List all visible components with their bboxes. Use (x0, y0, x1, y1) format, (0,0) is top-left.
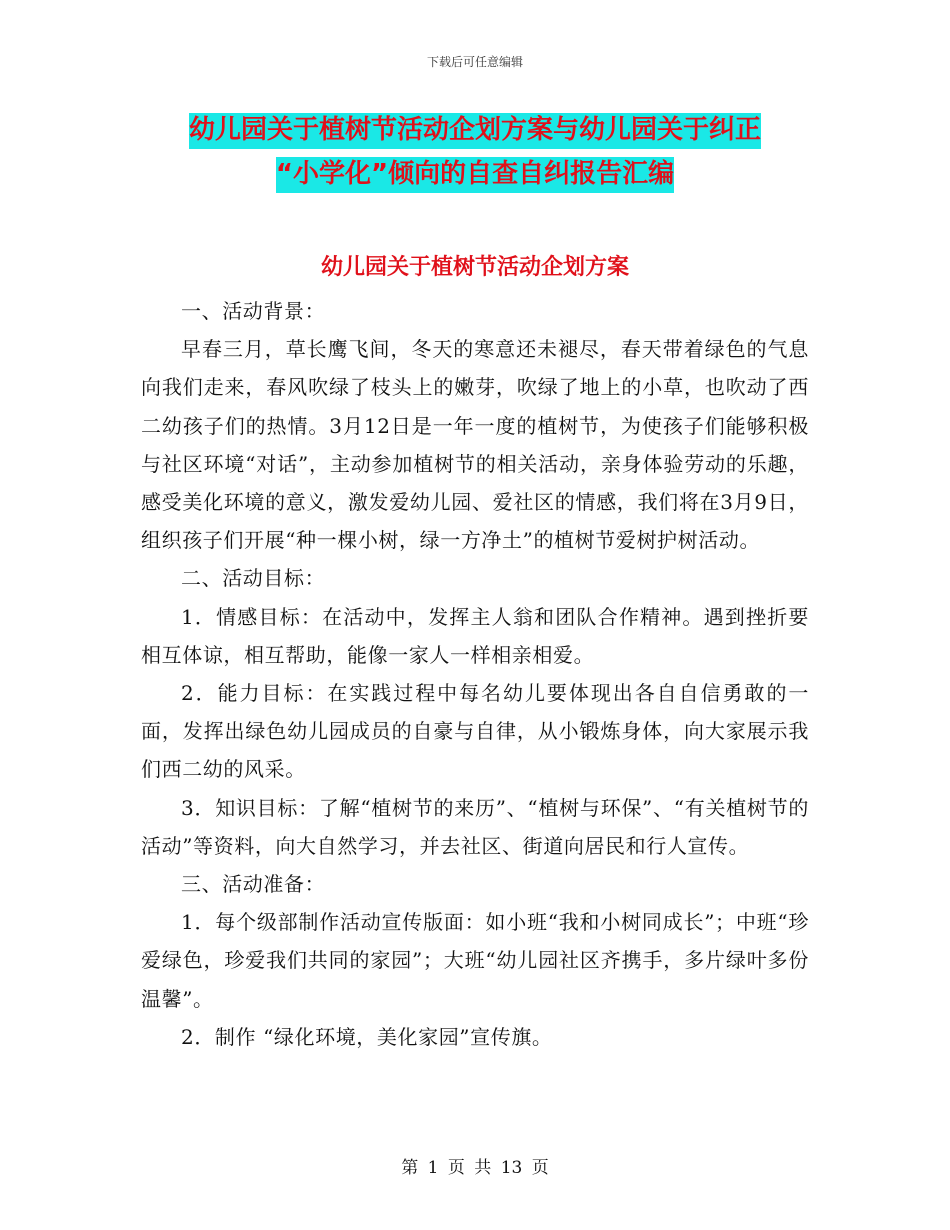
header-note: 下载后可任意编辑 (426, 55, 523, 69)
body-text (141, 292, 809, 1056)
paragraph-goal-emotion: 1．情感目标：在活动中，发挥主人翁和团队合作精神。遇到挫折要相互体谅，相互帮助，能像一家人一样相亲相爱。 (141, 604, 809, 667)
paragraph-prep-1: 1．每个级部制作活动宣传版面：如小班“我和小树同成长”；中班“珍爱绿色，珍爱我们共同的家园”；大班“幼儿园社区齐携手，多片绿叶多份温馨”。 (141, 910, 809, 1011)
paragraph-goal-knowledge: 3．知识目标：了解“植树节的来历”、“植树与环保”、“有关植树节的活动”等资料，向大自然学习，并去社区、街道向居民和行人宣传。 (141, 795, 809, 858)
page-footer: 第 1 页 共 13 页 (401, 1158, 549, 1178)
title-highlight-1: 幼儿园关于植树节活动企划方案与幼儿园关于纠正 (189, 113, 761, 149)
heading-preparation: 三、活动准备： (181, 872, 326, 897)
document-title-line-1 (0, 113, 950, 147)
paragraph-prep-2: 2．制作 “绿化环境，美化家园”宣传旗。 (181, 1024, 553, 1049)
document-title-line-2 (0, 157, 950, 191)
paragraph-goal-ability: 2．能力目标：在实践过程中每名幼儿要体现出各自自信勇敢的一面，发挥出绿色幼儿园成员的自豪与自律，从小锻炼身体，向大家展示我们西二幼的风采。 (141, 681, 809, 782)
heading-goals: 二、活动目标： (181, 566, 326, 591)
section-title: 幼儿园关于植树节活动企划方案 (320, 255, 629, 280)
heading-background: 一、活动背景： (181, 299, 326, 323)
paragraph-background: 早春三月，草长鹰飞间，冬天的寒意还未褪尽，春天带着绿色的气息向我们走来，春风吹绿了枝头上的嫩芽，吹绿了地上的小草，也吹动了西二幼孩子们的热情。3月12日是一年一度的植树节，为使孩子们能够积极与社区环境“对话”，主动参加植树节的相关活动，亲身体验劳动的乐趣，感受美化环境的意义，激发爱幼儿园、爱社区的情感，我们将在3月9日，组织孩子们开展“种一棵小树，绿一方净土”的植树节爱树护树活动。 (141, 337, 809, 553)
title-highlight-2: “小学化”倾向的自查自纠报告汇编 (276, 157, 674, 193)
